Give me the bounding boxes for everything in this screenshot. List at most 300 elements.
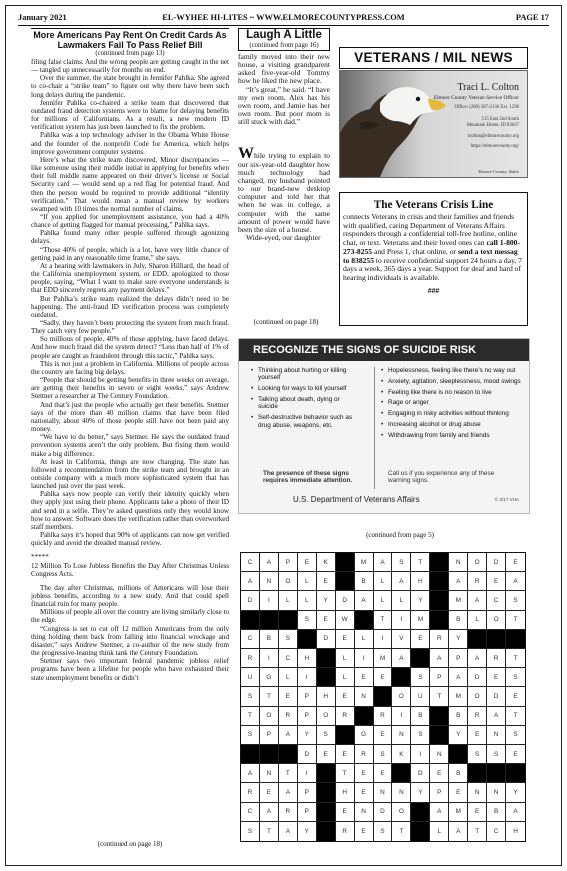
crossword-letter-cell: S — [298, 611, 317, 630]
article-paragraph: And that’s just the people who actually get their benefits. Stettner says of the more than 40 million claims that have been filed nationally, about 40% of those people still have not been paid any money. — [31, 400, 229, 434]
crossword-letter-cell: E — [487, 668, 506, 687]
crossword-letter-cell: H — [336, 783, 355, 802]
page-header — [18, 12, 549, 26]
crossword-letter-cell: P — [298, 687, 317, 706]
crossword-letter-cell: L — [430, 822, 449, 841]
crossword-black-cell — [430, 591, 449, 610]
crossword-letter-cell: L — [336, 668, 355, 687]
crossword-letter-cell: U — [411, 687, 430, 706]
crossword-letter-cell: A — [260, 553, 279, 572]
crossword-black-cell — [411, 803, 430, 822]
article-paragraph: Over the summer, the state brought in Jennifer Pahlka. She agreed to co-chair a “strike team” to figure out why there have been such long delays during the pandemic. — [31, 74, 229, 99]
laugh-title: Laugh A Little — [246, 29, 322, 41]
article-paragraph: “People that should be getting benefits in three weeks on average, are getting their benefits in seven or eight weeks,” says Andrew Stettner a researcher at The Century Foundation. — [31, 376, 229, 401]
crossword-letter-cell: Y — [449, 726, 468, 745]
article-paragraph: “Those 40% of people, which is a lot, have very little chance of getting paid in any reasonable time frame,” she says. — [31, 245, 229, 262]
crossword-letter-cell: H — [513, 827, 518, 835]
crossword-letter-cell: S — [411, 726, 430, 745]
article-separator: ***** — [31, 553, 49, 562]
officer-location: Elmore County, Idaho — [478, 169, 519, 174]
crossword-letter-cell: I — [355, 649, 374, 668]
crossword-letter-cell: E — [430, 764, 449, 783]
crossword-letter-cell: T — [430, 687, 449, 706]
crisis-text-3: to receive confidential support 24 hours a day, 7 days a week, 365 days a year. Support for deaf and hard of hearing individuals is available. — [343, 255, 522, 282]
crossword-black-cell — [392, 668, 411, 687]
crossword-letter-cell: T — [506, 611, 525, 630]
crossword-letter-cell: G — [355, 726, 374, 745]
poster-right-list — [381, 367, 529, 443]
crossword-letter-cell: S — [374, 822, 393, 841]
bullet-icon: • — [381, 388, 384, 396]
crossword-letter-cell: A — [449, 572, 468, 591]
crossword-letter-cell: T — [260, 687, 279, 706]
warning-sign-item — [251, 385, 355, 392]
officer-email[interactable]: tcolton@elmorecounty.org — [467, 134, 519, 139]
crossword-black-cell — [241, 611, 260, 630]
crossword-letter-cell: L — [374, 572, 393, 591]
crossword-letter-cell: I — [374, 630, 393, 649]
crossword-letter-cell: C — [241, 630, 260, 649]
officer-name: Traci L. Colton — [457, 82, 519, 93]
crossword-letter-cell: A — [430, 649, 449, 668]
crossword-solution-grid — [240, 552, 526, 842]
crossword-letter-cell: E — [506, 687, 525, 706]
crossword-letter-cell: P — [430, 668, 449, 687]
crossword-letter-cell: L — [279, 591, 298, 610]
crossword-black-cell — [468, 764, 487, 783]
page-number: PAGE 17 — [515, 13, 549, 22]
crossword-letter-cell: S — [506, 668, 525, 687]
crossword-letter-cell: S — [374, 745, 393, 764]
laugh-a-little-column — [238, 28, 330, 330]
crossword-letter-cell: Y — [298, 822, 317, 841]
crossword-letter-cell: O — [487, 611, 506, 630]
crossword-letter-cell: Y — [411, 591, 430, 610]
bullet-icon: • — [251, 414, 254, 422]
crossword-letter-cell: T — [506, 707, 525, 726]
article-body — [31, 58, 229, 547]
crossword-letter-cell: D — [487, 553, 506, 572]
crossword-letter-cell: S — [468, 745, 487, 764]
poster-organization: U.S. Department of Veterans Affairs — [293, 495, 420, 504]
crossword-black-cell — [392, 764, 411, 783]
crossword-letter-cell: L — [392, 591, 411, 610]
crossword-letter-cell: R — [355, 745, 374, 764]
crossword-letter-cell: D — [468, 668, 487, 687]
article-paragraph: Pahlka found many other people suffered through agonizing delays. — [31, 229, 229, 246]
crossword-letter-cell: P — [298, 707, 317, 726]
crossword-letter-cell: A — [279, 726, 298, 745]
crossword-letter-cell: D — [317, 630, 336, 649]
bullet-icon: • — [381, 431, 384, 439]
crossword-letter-cell: M — [449, 591, 468, 610]
warning-sign-item — [381, 389, 529, 396]
crossword-letter-cell: O — [279, 572, 298, 591]
article-headline: More Americans Pay Rent On Credit Cards As Lawmakers Fail To Pass Relief Bill — [31, 28, 229, 50]
issue-date: January 2021 — [18, 13, 67, 22]
crossword-letter-cell: N — [260, 572, 279, 591]
crossword-black-cell — [317, 649, 336, 668]
crossword-letter-cell: O — [468, 687, 487, 706]
crossword-black-cell — [260, 611, 279, 630]
crossword-letter-cell: S — [241, 822, 260, 841]
crossword-letter-cell: E — [336, 630, 355, 649]
crisis-text-1: connects Veterans in crisis and their families and friends with qualified, caring Department of Veterans Affairs responders through a confidential toll-free hotline, online chat, or text. Veterans and their loved ones can — [343, 212, 517, 248]
crossword-letter-cell: R — [374, 707, 393, 726]
crossword-letter-cell: E — [506, 745, 525, 764]
poster-title: RECOGNIZE THE SIGNS OF SUICIDE RISK — [239, 339, 529, 361]
article-subheadline: 12 Million To Lose Jobless Benefits the Day After Christmas Unless Congress Acts. — [31, 561, 229, 578]
crossword-letter-cell: B — [449, 764, 468, 783]
crisis-line-box — [339, 192, 528, 326]
warning-sign-text: Self-destructive behavior such as drug abuse, weapons, etc. — [258, 414, 353, 429]
crossword-letter-cell: P — [430, 783, 449, 802]
laugh-para-4: Wide-eyed, our daughter — [246, 232, 321, 242]
officer-website[interactable]: https://elmorecounty.org/ — [470, 144, 519, 149]
crossword-letter-cell: S — [392, 553, 411, 572]
rent-article — [31, 28, 229, 848]
crossword-letter-cell: E — [487, 572, 506, 591]
crossword-letter-cell: E — [374, 726, 393, 745]
crossword-letter-cell: S — [411, 668, 430, 687]
officer-address-2: Mountain Home, ID 83647 — [466, 123, 519, 128]
crossword-letter-cell: A — [506, 572, 525, 591]
crossword-black-cell — [449, 745, 468, 764]
warning-sign-text: Rage or anger — [388, 399, 429, 407]
crossword-letter-cell: A — [241, 764, 260, 783]
crossword-letter-cell: H — [411, 572, 430, 591]
warning-sign-text: Talking about death, dying or suicide — [258, 396, 340, 411]
crossword-letter-cell: G — [260, 668, 279, 687]
laugh-para-3-text: hile trying to explain to our six-year-old daughter how much technology had changed, my husband pointed to our brand-new desktop computer and told her that when he was in college, a computer with the same amount of power would have been the size of a house. — [238, 151, 330, 234]
crossword-black-cell — [317, 764, 336, 783]
article-continued-from: (continued from page 13) — [95, 50, 165, 57]
crossword-letter-cell: N — [430, 745, 449, 764]
officer-phone: Office: (208) 587-2136 Ext. 1296 — [454, 105, 519, 110]
crossword-black-cell — [430, 553, 449, 572]
crossword-letter-cell: M — [411, 611, 430, 630]
laugh-header-box — [238, 28, 330, 51]
crossword-letter-cell: A — [506, 803, 525, 822]
bullet-icon: • — [381, 410, 384, 418]
crossword-letter-cell: D — [411, 764, 430, 783]
crossword-letter-cell: D — [241, 591, 260, 610]
article-continued-on: (continued on page 18) — [31, 840, 229, 848]
crossword-letter-cell: A — [487, 707, 506, 726]
bullet-icon: • — [381, 420, 384, 428]
bullet-icon: • — [251, 396, 254, 403]
crossword-letter-cell: M — [449, 803, 468, 822]
article-body-2 — [31, 584, 229, 682]
crossword-black-cell — [487, 764, 506, 783]
crossword-letter-cell: A — [279, 822, 298, 841]
crossword-black-cell — [241, 745, 260, 764]
crossword-black-cell — [487, 630, 506, 649]
crossword-letter-cell: I — [392, 611, 411, 630]
article-paragraph: Stettner says two important federal pandemic jobless relief programs have been a lifeline for people who have exhausted their state unemployment benefits or didn’t — [31, 657, 229, 682]
article-paragraph: This is not just a problem in California. Millions of people across the country are facing big delays. — [31, 359, 229, 376]
crossword-letter-cell: S — [487, 745, 506, 764]
crossword-letter-cell: A — [241, 572, 260, 591]
poster-left-list — [251, 367, 355, 432]
crossword-letter-cell: B — [487, 803, 506, 822]
article-paragraph: Pahlka says it’s hoped that 90% of applicants can now get verified quickly and avoid the dreaded manual review. — [31, 531, 229, 548]
crossword-black-cell — [430, 572, 449, 591]
crossword-letter-cell: H — [317, 687, 336, 706]
crossword-letter-cell: R — [430, 630, 449, 649]
crossword-letter-cell: L — [298, 572, 317, 591]
warning-sign-item — [251, 396, 355, 411]
crossword-letter-cell: O — [468, 553, 487, 572]
crossword-letter-cell: S — [241, 687, 260, 706]
crossword-letter-cell: M — [374, 649, 393, 668]
crossword-letter-cell: E — [374, 668, 393, 687]
crossword-letter-cell: L — [336, 649, 355, 668]
crossword-letter-cell: E — [374, 764, 393, 783]
crossword-letter-cell: Y — [449, 630, 468, 649]
crossword-letter-cell: H — [298, 649, 317, 668]
article-paragraph: Jennifer Pahlka co-chaired a strike team that discovered that outdated fraud detection systems were to blame for delaying benefits for millions of Californians. As a result, a new modern ID verification system has just been launched to fix the problem. — [31, 98, 229, 132]
warning-sign-item — [251, 367, 355, 382]
crossword-black-cell — [298, 630, 317, 649]
article-paragraph: “Congress is set to cut off 12 million Americans from the only thing holding them back from falling into financial wreckage and disaster,” says Andrew Stettner, a co-author of the new study from the progressive-leaning think tank the Century Foundation. — [31, 624, 229, 658]
crossword-letter-cell: N — [374, 783, 393, 802]
crossword-letter-cell: R — [241, 649, 260, 668]
warning-sign-text: Thinking about hurting or killing yourself — [258, 367, 347, 382]
crossword-letter-cell: L — [279, 668, 298, 687]
crossword-letter-cell: A — [468, 591, 487, 610]
crossword-letter-cell: I — [260, 591, 279, 610]
warning-sign-text: Increasing alcohol or drug abuse — [388, 420, 481, 428]
crossword-letter-cell: C — [487, 591, 506, 610]
crossword-letter-cell: A — [430, 803, 449, 822]
crossword-letter-cell: Y — [506, 783, 525, 802]
crossword-letter-cell: E — [317, 611, 336, 630]
crossword-letter-cell: V — [392, 630, 411, 649]
crossword-letter-cell: I — [298, 668, 317, 687]
crossword-black-cell — [279, 745, 298, 764]
crossword-black-cell — [317, 803, 336, 822]
crossword-black-cell — [260, 745, 279, 764]
crossword-letter-cell: B — [355, 572, 374, 591]
crossword-letter-cell: E — [355, 668, 374, 687]
crossword-black-cell — [374, 687, 393, 706]
crossword-letter-cell: A — [260, 803, 279, 822]
article-paragraph: “Sadly, they haven’t been protecting the system from much fraud. They catch very few people.” — [31, 319, 229, 336]
crossword-letter-cell: L — [355, 630, 374, 649]
crossword-letter-cell: L — [374, 591, 393, 610]
warning-sign-item — [381, 410, 529, 417]
crossword-letter-cell: R — [468, 572, 487, 591]
article-paragraph: At a hearing with lawmakers in July, Sharon Hilliard, the head of the California unemployment system, or EDD, apologized to those people, saying, “What I want to make sure everyone understands is that EDD sincerely regrets any payment delays.” — [31, 261, 229, 295]
crossword-letter-cell: I — [392, 707, 411, 726]
laugh-para-1: family moved into their new house, a visiting grandparent asked five-year-old Tommy how he liked the new place. — [238, 52, 330, 86]
crossword-letter-cell: S — [317, 726, 336, 745]
crossword-letter-cell: S — [241, 726, 260, 745]
crossword-letter-cell: E — [260, 783, 279, 802]
crossword-letter-cell: A — [392, 572, 411, 591]
crossword-letter-cell: R — [336, 822, 355, 841]
crossword-letter-cell: M — [449, 687, 468, 706]
crossword-letter-cell: A — [355, 591, 374, 610]
crossword-letter-cell: N — [392, 726, 411, 745]
crossword-letter-cell: R — [487, 649, 506, 668]
crossword-letter-cell: B — [411, 707, 430, 726]
crossword-letter-cell: S — [506, 591, 525, 610]
crossword-black-cell — [468, 630, 487, 649]
crossword-black-cell — [430, 611, 449, 630]
crossword-letter-cell: K — [317, 553, 336, 572]
crisis-text-2: and Press 1, chat online, or — [372, 246, 458, 256]
crossword-letter-cell: E — [336, 803, 355, 822]
crossword-black-cell — [317, 822, 336, 841]
crossword-letter-cell: O — [317, 707, 336, 726]
crossword-letter-cell: K — [392, 745, 411, 764]
crossword-letter-cell: E — [298, 553, 317, 572]
crossword-black-cell — [411, 822, 430, 841]
crossword-letter-cell: A — [279, 783, 298, 802]
crossword-letter-cell: R — [279, 803, 298, 822]
crossword-letter-cell: B — [260, 630, 279, 649]
crossword-letter-cell: E — [468, 726, 487, 745]
crossword-letter-cell: C — [241, 803, 260, 822]
crossword-letter-cell: L — [298, 591, 317, 610]
crossword-letter-cell: E — [317, 572, 336, 591]
crossword-letter-cell: U — [241, 668, 260, 687]
crossword-letter-cell: E — [355, 783, 374, 802]
article-paragraph: But Pahlka’s strike team realized the delays didn’t need to be happening. The anti-fraud ID verification process was completely outdated. — [31, 294, 229, 319]
crossword-black-cell — [317, 668, 336, 687]
crossword-letter-cell: E — [355, 764, 374, 783]
crossword-letter-cell: T — [241, 707, 260, 726]
crossword-letter-cell: E — [355, 822, 374, 841]
crossword-letter-cell: E — [411, 630, 430, 649]
crossword-black-cell — [279, 611, 298, 630]
crossword-letter-cell: B — [449, 611, 468, 630]
article-paragraph: At least in California, things are now changing. The state has followed a recommendation from the strike team and brought in an outside company with a much more sophisticated system that has launched just over the past week. — [31, 457, 229, 491]
article-paragraph: Here’s what the strike team discovered. Minor discrepancies — like someone using their middle initial in applying for benefits when their full middle name appeared on their driver’s license or Social Security card — would send up a red flag for potential fraud. And then the person would be required to provide additional “identity verification.” That would mean a manual review by workers swamped with 10 times the normal number of claims. — [31, 155, 229, 213]
crossword-black-cell — [336, 726, 355, 745]
article-paragraph: “If you applied for unemployment assistance, you had a 40% chance of getting flagged for manual processing,” Pahlka says. — [31, 212, 229, 230]
laugh-continued-from: (continued from page 16) — [249, 42, 319, 49]
article-paragraph: “We have to do better,” says Stettner. He says the outdated fraud prevention systems aren’t the only problem. But fixing them would make a big difference. — [31, 433, 229, 458]
crossword-black-cell — [317, 783, 336, 802]
crossword-letter-cell: C — [487, 822, 506, 841]
laugh-para-3 — [238, 145, 330, 234]
drop-cap: W — [238, 145, 254, 163]
crossword-letter-cell: T — [506, 649, 525, 668]
crossword-letter-cell: N — [260, 764, 279, 783]
poster-footer-right: Call us if you experience any of these warning signs. — [388, 470, 495, 485]
crossword-letter-cell: T — [392, 822, 411, 841]
article-paragraph: So millions of people, 40% of those applying, have faced delays. And how much fraud did the system detect? “Less than half of 1% of people are caught as fraudulent through this tactic,” Pahlka says. — [31, 335, 229, 360]
header-rule — [18, 25, 549, 26]
crossword-letter-cell: T — [279, 764, 298, 783]
crossword-letter-cell: O — [392, 803, 411, 822]
warning-sign-item — [251, 414, 355, 429]
crisis-end-mark: ### — [427, 285, 440, 295]
officer-address-1: 515 East 2nd South — [481, 117, 519, 122]
crossword-letter-cell: P — [298, 803, 317, 822]
crossword-black-cell — [430, 707, 449, 726]
crossword-letter-cell: A — [374, 553, 393, 572]
warning-sign-text: Feeling like there is no reason to live — [388, 388, 492, 396]
crossword-letter-cell: P — [260, 726, 279, 745]
crossword-letter-cell: I — [411, 745, 430, 764]
crossword-letter-cell: R — [241, 783, 260, 802]
warning-sign-item — [381, 421, 529, 428]
crossword-letter-cell: O — [392, 687, 411, 706]
crossword-letter-cell: D — [298, 745, 317, 764]
crossword-letter-cell: T — [374, 611, 393, 630]
crossword-letter-cell: C — [279, 649, 298, 668]
crossword-letter-cell: L — [468, 611, 487, 630]
crossword-letter-cell: S — [506, 726, 525, 745]
crossword-letter-cell: N — [487, 783, 506, 802]
warning-sign-item — [381, 378, 529, 385]
suicide-risk-poster — [238, 338, 530, 514]
warning-sign-item — [381, 367, 529, 374]
crossword-letter-cell: T — [260, 822, 279, 841]
crossword-letter-cell: N — [449, 553, 468, 572]
crossword-letter-cell: N — [355, 803, 374, 822]
article-paragraph: Millions of people all over the country are living similarly close to the edge. — [31, 608, 229, 625]
crossword-letter-cell: Y — [317, 591, 336, 610]
bullet-icon: • — [381, 399, 384, 407]
crossword-black-cell — [411, 649, 430, 668]
warning-sign-text: Engaging in risky activities without thinking — [388, 410, 509, 418]
publication-name: EL-WYHEE HI-LITES ~ WWW.ELMORECOUNTYPRESS.COM — [162, 13, 405, 22]
bullet-icon: • — [251, 367, 254, 374]
crossword-letter-cell: A — [392, 649, 411, 668]
article-paragraph: The day after Christmas, millions of Americans will lose their jobless benefits, according to a new study. And that could spell financial ruin for many people. — [31, 583, 229, 609]
crossword-letter-cell: E — [468, 803, 487, 822]
crossword-letter-cell: A — [449, 822, 468, 841]
crossword-letter-cell: P — [298, 783, 317, 802]
crossword-letter-cell: O — [260, 707, 279, 726]
warning-sign-item — [381, 399, 529, 406]
officer-role: Elmore County Veteran Service Officer — [433, 95, 519, 101]
poster-date: © 2/17 VHA — [494, 497, 519, 502]
article-paragraph: filing false claims. And the wrong people are getting caught in the net — tangled up unnecessarily for months on end. — [31, 58, 229, 75]
crossword-letter-cell: D — [336, 591, 355, 610]
crossword-letter-cell: M — [355, 553, 374, 572]
crossword-letter-cell: Y — [411, 783, 430, 802]
crossword-letter-cell: T — [468, 822, 487, 841]
crossword-letter-cell: I — [260, 649, 279, 668]
crossword-letter-cell: Y — [298, 726, 317, 745]
warning-sign-text: Anxiety, agitation, sleeplessness, mood swings — [388, 377, 521, 385]
crossword-letter-cell: E — [336, 745, 355, 764]
poster-footer-left: The presence of these signs requires immediate attention. — [263, 470, 353, 485]
crossword-letter-cell: E — [449, 783, 468, 802]
bullet-icon: • — [381, 367, 384, 374]
crossword-letter-cell: N — [355, 687, 374, 706]
crossword-letter-cell: S — [279, 630, 298, 649]
crossword-black-cell — [355, 611, 374, 630]
crossword-letter-cell: E — [506, 553, 525, 572]
veteran-officer-card — [339, 70, 528, 178]
crossword-letter-cell: D — [374, 803, 393, 822]
crossword-letter-cell: T — [411, 553, 430, 572]
crossword-black-cell — [336, 553, 355, 572]
crossword-letter-cell: N — [487, 726, 506, 745]
crossword-letter-cell: R — [279, 707, 298, 726]
crossword-letter-cell: W — [336, 611, 355, 630]
crossword-letter-cell: A — [468, 649, 487, 668]
crossword-letter-cell: E — [279, 687, 298, 706]
crisis-title: The Veterans Crisis Line — [373, 199, 494, 211]
